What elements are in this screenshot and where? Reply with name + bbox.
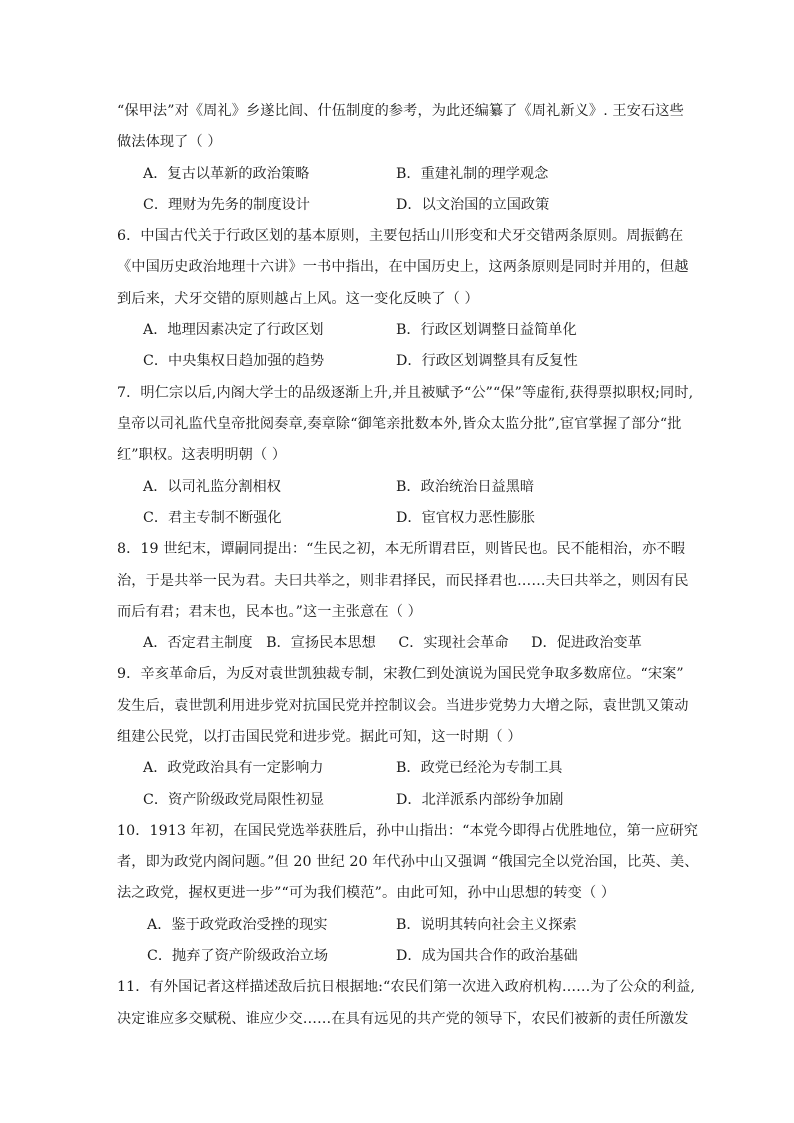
q8-stem-line-1: 8．19 世纪末，谭嗣同提出：“生民之初，本无所谓君臣，则皆民也。民不能相治，亦不暇 (117, 541, 685, 557)
q8-stem-line-3: 而后有君；君末也，民本也。”这一主张意在（ ） (117, 604, 422, 620)
q8-stem-line-2: 治，于是共举一民为君。夫曰共举之，则非君择民，而民择君也……夫曰共举之，则因有民 (117, 573, 689, 589)
q10-stem-line-1: 10．1913 年初，在国民党选举获胜后，孙中山指出：“本党今即得占优胜地位，第一应研究 (117, 823, 699, 839)
q5-option-d[interactable]: D．以文治国的立国政策 (396, 197, 550, 213)
q7-option-d[interactable]: D．宦官权力恶性膨胀 (396, 510, 536, 526)
q9-option-c[interactable]: C．资产阶级政党局限性初显 (143, 792, 325, 808)
q11-stem-line-2: 决定谁应多交赋税、谁应少交……在具有远见的共产党的领导下，农民们被新的责任所激发 (117, 1011, 689, 1027)
q8-options-row[interactable]: A．否定君主制度 B．宣扬民本思想 C．实现社会革命 D．促进政治变革 (143, 635, 642, 651)
q10-stem-line-2: 者，即为政党内阁问题。”但 20 世纪 20 年代孙中山又强调 “俄国完全以党治国，比英、美、 (117, 854, 699, 870)
q10-stem-line-3: 法之政党，握权更进一步”“可为我们模范”。由此可知，孙中山思想的转变（ ） (117, 885, 616, 901)
q10-option-b[interactable]: B．说明其转向社会主义探索 (396, 917, 577, 933)
q9-stem-line-3: 组建公民党，以打击国民党和进步党。据此可知，这一时期（ ） (117, 729, 522, 745)
q9-stem-line-2: 发生后，袁世凯利用进步党对抗国民党并控制议会。当进步党势力大增之际，袁世凯又策动 (117, 698, 689, 714)
q7-option-b[interactable]: B．政治统治日益黑暗 (396, 479, 535, 495)
q7-stem-line-3: 红”职权。这表明明朝（ ） (117, 447, 287, 463)
q6-stem-line-2: 《中国历史政治地理十六讲》一书中指出，在中国历史上，这两条原则是同时并用的，但越 (117, 259, 689, 275)
q10-option-d[interactable]: D．成为国共合作的政治基础 (396, 948, 578, 964)
q6-option-a[interactable]: A．地理因素决定了行政区划 (143, 322, 324, 338)
q10-option-c[interactable]: C．抛弃了资产阶级政治立场 (147, 948, 329, 964)
q11-stem-line-1: 11．有外国记者这样描述敌后抗日根据地:“农民们第一次进入政府机构……为了公众的利益, (117, 979, 696, 995)
q6-stem-line-1: 6．中国古代关于行政区划的基本原则，主要包括山川形变和犬牙交错两条原则。周振鹤在 (117, 228, 684, 244)
q9-stem-line-1: 9．辛亥革命后，为反对袁世凯独裁专制，宋教仁到处演说为国民党争取多数席位。“宋案” (117, 666, 684, 682)
q5-stem-line-1: “保甲法”对《周礼》乡遂比闾、什伍制度的参考，为此还编纂了《周礼新义》. 王安石这些 (117, 103, 684, 119)
q9-option-b[interactable]: B．政党已经沦为专制工具 (396, 760, 563, 776)
q7-stem-line-2: 皇帝以司礼监代皇帝批阅奏章,奏章除“御笔亲批数本外,皆众太监分批”,宦官掌握了部分“批 (117, 416, 682, 432)
q5-stem-line-2: 做法体现了（ ） (117, 134, 222, 150)
q9-option-a[interactable]: A．政党政治具有一定影响力 (143, 760, 324, 776)
q10-option-a[interactable]: A．鉴于政党政治受挫的现实 (147, 917, 328, 933)
q7-option-c[interactable]: C．君主专制不断强化 (143, 510, 282, 526)
q7-stem-line-1: 7．明仁宗以后,内阁大学士的品级逐渐上升,并且被赋予“公”“保”等虚衔,获得票拟职权;同时, (117, 385, 694, 401)
q5-option-a[interactable]: A．复古以革新的政治策略 (143, 166, 310, 182)
q6-option-c[interactable]: C．中央集权日趋加强的趋势 (143, 353, 325, 369)
q7-option-a[interactable]: A．以司礼监分割相权 (143, 479, 281, 495)
q6-option-d[interactable]: D．行政区划调整具有反复性 (396, 353, 578, 369)
q6-stem-line-3: 到后来，犬牙交错的原则越占上风。这一变化反映了（ ） (117, 291, 479, 307)
q5-option-b[interactable]: B．重建礼制的理学观念 (396, 166, 549, 182)
q5-option-c[interactable]: C．理财为先务的制度设计 (143, 197, 310, 213)
q6-option-b[interactable]: B．行政区划调整日益简单化 (396, 322, 577, 338)
q9-option-d[interactable]: D．北洋派系内部纷争加剧 (396, 792, 564, 808)
